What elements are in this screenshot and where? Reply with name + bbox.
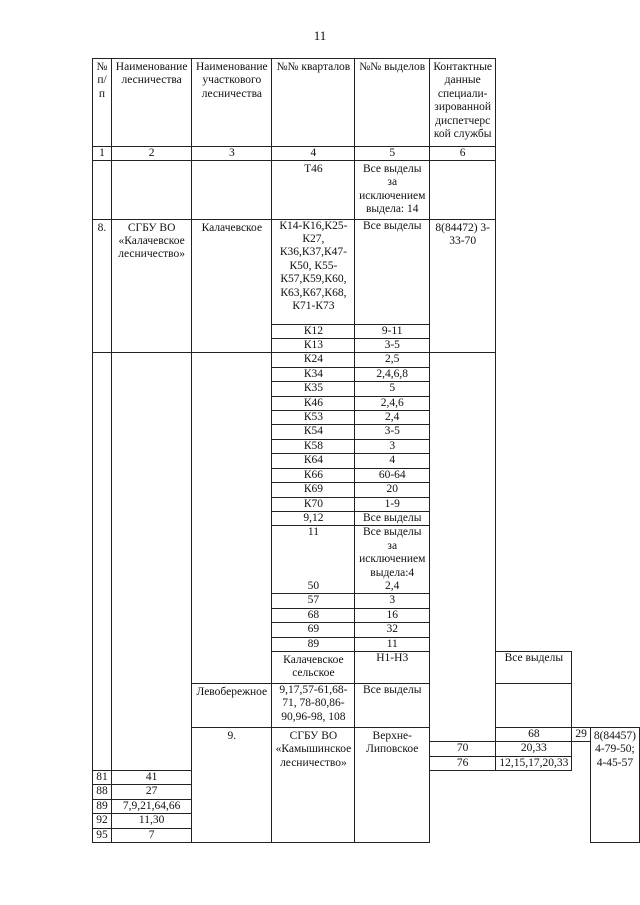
kvartal-cell: К66	[272, 468, 355, 482]
entry-number: 8.	[93, 219, 112, 353]
vydel-cell: Все выделы	[355, 683, 430, 727]
kvartal-cell: Т46	[272, 161, 355, 220]
forestry-table	[92, 58, 640, 843]
contact-cell: 8(84472) 3-33-70	[430, 219, 496, 353]
vydel-cell: 5	[355, 382, 430, 396]
kvartal-cell: 68	[496, 727, 572, 741]
vydel-value: 2,4	[385, 579, 400, 592]
kvartal-cell: К70	[272, 497, 355, 511]
kvartal-cell: 76	[430, 756, 496, 770]
uch-lesnichestvo-name: Калачевское	[192, 219, 272, 353]
kvartal-cell: 88	[93, 785, 112, 799]
vydel-cell: 7,9,21,64,66	[111, 799, 191, 813]
vydel-cell: 32	[355, 623, 430, 637]
vydel-cell: 29	[572, 727, 591, 741]
col-number: 6	[430, 147, 496, 161]
vydel-cell: 9-11	[355, 324, 430, 338]
table-row	[93, 161, 640, 220]
kvartal-cell: Н1-Н3	[355, 651, 430, 683]
vydel-cell: 2,4	[355, 411, 430, 425]
col-number: 3	[192, 147, 272, 161]
col-number: 1	[93, 147, 112, 161]
vydel-cell: 3-5	[355, 425, 430, 439]
vydel-cell: 20,33	[496, 742, 572, 756]
col-number: 4	[272, 147, 355, 161]
vydel-cell: 20	[355, 483, 430, 497]
lesnichestvo-name: СГБУ ВО «Калачевское лесничество»	[111, 219, 191, 353]
header-contact: Контактные данные специали-зированной диспетчерс кой службы	[430, 59, 496, 147]
kvartal-cell	[272, 526, 355, 594]
vydel-cell: 41	[111, 771, 191, 785]
vydel-cell: 16	[355, 608, 430, 622]
kvartal-cell: 89	[272, 637, 355, 651]
kvartal-cell: 69	[272, 623, 355, 637]
header-lesnichestvo: Наименование лесничества	[111, 59, 191, 147]
vydel-cell: 3	[355, 594, 430, 608]
kvartal-cell: К53	[272, 411, 355, 425]
vydel-cell: 11,30	[111, 814, 191, 828]
header-kvartaly: №№ кварталов	[272, 59, 355, 147]
vydel-cell: 1-9	[355, 497, 430, 511]
header-uch-lesnichestvo: Наименование участкового лесничества	[192, 59, 272, 147]
column-number-row	[93, 147, 640, 161]
vydel-cell: 7	[111, 828, 191, 842]
kvartal-cell: 9,12	[272, 511, 355, 525]
uch-lesnichestvo-name: Верхне-Липовское	[355, 727, 430, 842]
kvartal-cell: 95	[93, 828, 112, 842]
vydel-cell: 11	[355, 637, 430, 651]
vydel-cell: 2,4,6	[355, 396, 430, 410]
kvartal-value: 11	[307, 526, 319, 539]
kvartal-cell: 89	[93, 799, 112, 813]
kvartal-cell: К34	[272, 367, 355, 381]
uch-lesnichestvo-name: Левобережное	[192, 683, 272, 727]
header-row	[93, 59, 640, 147]
vydel-cell: 2,5	[355, 353, 430, 367]
table-row	[93, 219, 640, 324]
kvartal-cell: 70	[430, 742, 496, 756]
header-vydely: №№ выделов	[355, 59, 430, 147]
col-number: 2	[111, 147, 191, 161]
uch-lesnichestvo-name: Калачевское сельское	[272, 651, 355, 683]
vydel-cell: 12,15,17,20,33	[496, 756, 572, 770]
kvartal-cell: К54	[272, 425, 355, 439]
lesnichestvo-name: СГБУ ВО «Камышинское лесничество»	[272, 727, 355, 842]
kvartal-cell: К35	[272, 382, 355, 396]
kvartal-cell: К64	[272, 454, 355, 468]
vydel-cell: Все выделы	[496, 651, 572, 683]
kvartal-cell: К24	[272, 353, 355, 367]
kvartal-cell: 92	[93, 814, 112, 828]
vydel-cell: 27	[111, 785, 191, 799]
kvartal-cell: 81	[93, 771, 112, 785]
kvartal-cell: 57	[272, 594, 355, 608]
kvartal-value: 50	[307, 579, 320, 592]
col-number: 5	[355, 147, 430, 161]
vydel-cell: 60-64	[355, 468, 430, 482]
vydel-cell	[355, 526, 430, 594]
vydel-cell: Все выделы	[355, 219, 430, 324]
table-row	[93, 353, 640, 367]
vydel-cell: Все выделы	[355, 511, 430, 525]
vydel-cell: 3	[355, 439, 430, 453]
entry-number: 9.	[192, 727, 272, 842]
kvartal-cell: К46	[272, 396, 355, 410]
vydel-cell: 4	[355, 454, 430, 468]
kvartal-cell: К12	[272, 324, 355, 338]
contact-cell: 8(84457) 4-79-50; 4-45-57	[590, 727, 639, 842]
kvartal-cell: К14-К16,К25-К27, К36,К37,К47-К50, К55-К57,К59,К60, К63,К67,К68, К71-К73	[272, 219, 355, 324]
vydel-cell: 2,4,6,8	[355, 367, 430, 381]
kvartal-cell: 9,17,57-61,68-71, 78-80,86-90,96-98, 108	[272, 683, 355, 727]
kvartal-cell: 68	[272, 608, 355, 622]
kvartal-cell: К13	[272, 339, 355, 353]
kvartal-cell: К58	[272, 439, 355, 453]
vydel-cell: Все выделы за исключением выдела: 14	[355, 161, 430, 220]
kvartal-cell: К69	[272, 483, 355, 497]
vydel-value: Все выделы за исключением выдела:4	[359, 526, 426, 579]
page-number: 11	[313, 28, 327, 43]
header-num: № п/п	[93, 59, 112, 147]
vydel-cell: 3-5	[355, 339, 430, 353]
